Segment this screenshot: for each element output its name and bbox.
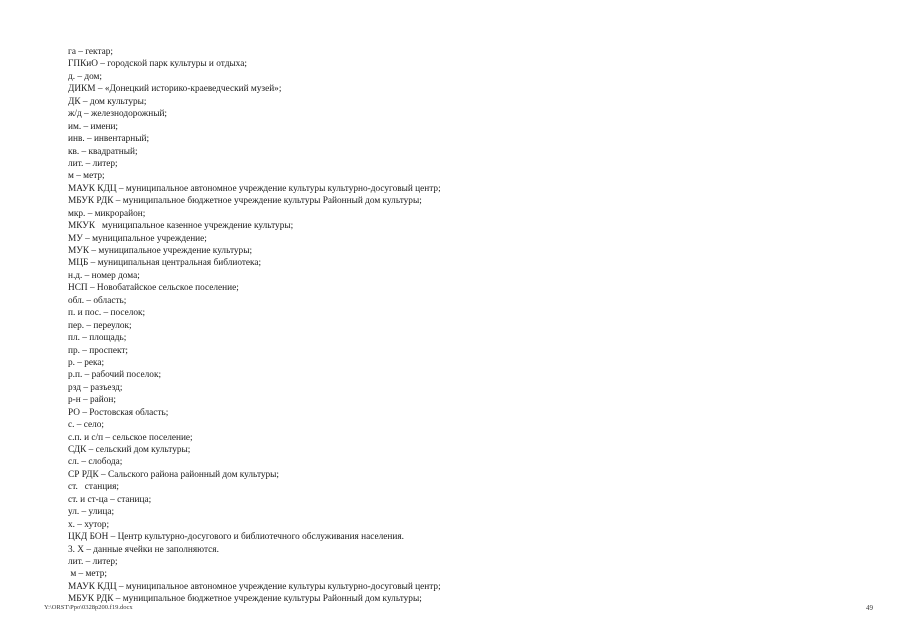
abbreviation-line: рзд – разъезд;: [68, 382, 123, 393]
abbreviation-line: га – гектар;: [68, 47, 113, 57]
abbreviation-line: пл. – площадь;: [68, 333, 127, 344]
page-number: 49: [866, 604, 873, 612]
abbreviation-line: р. – река;: [68, 357, 105, 368]
abbreviation-line: лит. – литер;: [68, 556, 118, 567]
abbreviation-line: ГПКиО – городской парк культуры и отдыха;: [68, 59, 247, 70]
abbreviation-line: с.п. и с/п – сельское поселение;: [68, 432, 193, 443]
abbreviation-line: ЦКД БОН – Центр культурно-досугового и библиотечного обслуживания населения.: [68, 532, 404, 543]
abbreviation-line: ст. станция;: [68, 482, 120, 493]
abbreviation-line: кв. – квадратный;: [68, 146, 138, 157]
abbreviation-line: ст. и ст-ца – станица;: [68, 494, 152, 505]
abbreviation-line: МАУК КДЦ – муниципальное автономное учреждение культуры культурно-досуговый центр;: [68, 183, 441, 194]
abbreviation-line: им. – имени;: [68, 121, 118, 132]
abbreviation-line: МБУК РДК – муниципальное бюджетное учреждение культуры Районный дом культуры;: [68, 196, 422, 207]
abbreviation-line: ДК – дом культуры;: [68, 96, 147, 107]
abbreviation-line: МУК – муниципальное учреждение культуры;: [68, 246, 253, 256]
abbreviation-line: МКУК муниципальное казенное учреждение культуры;: [68, 221, 294, 232]
abbreviation-line: лит. – литер;: [68, 158, 118, 169]
abbreviation-line: МУ – муниципальное учреждение;: [68, 233, 207, 244]
abbreviation-line: с. – село;: [68, 420, 104, 431]
abbreviation-line: пр. – проспект;: [68, 345, 129, 356]
abbreviation-line: р-н – район;: [68, 395, 116, 406]
abbreviation-line: МЦБ – муниципальная центральная библиотека;: [68, 258, 262, 269]
abbreviation-line: НСП – Новобатайское сельское поселение;: [68, 283, 239, 294]
abbreviation-list: [68, 46, 868, 606]
abbreviation-line: СДК – сельский дом культуры;: [68, 445, 191, 455]
abbreviation-line: м – метр;: [68, 569, 107, 580]
abbreviation-line: 3. Х – данные ячейки не заполняются.: [68, 544, 219, 555]
abbreviation-line: н.д. – номер дома;: [68, 270, 140, 281]
abbreviation-line: СР РДК – Сальского района районный дом культуры;: [68, 469, 280, 480]
abbreviation-line: МАУК КДЦ – муниципальное автономное учреждение культуры культурно-досуговый центр;: [68, 581, 441, 592]
abbreviation-line: МБУК РДК – муниципальное бюджетное учреждение культуры Районный дом культуры;: [68, 594, 422, 605]
abbreviation-line: д. – дом;: [68, 71, 103, 82]
abbreviation-line: м – метр;: [68, 171, 105, 182]
abbreviation-line: инв. – инвентарный;: [68, 134, 150, 145]
abbreviation-line: сл. – слобода;: [68, 457, 123, 468]
abbreviation-line: р.п. – рабочий поселок;: [68, 370, 162, 381]
abbreviation-line: х. – хутор;: [68, 519, 110, 530]
abbreviation-line: ж/д – железнодорожный;: [68, 109, 168, 120]
abbreviation-line: пер. – переулок;: [68, 320, 132, 331]
abbreviation-line: ул. – улица;: [68, 507, 115, 518]
abbreviation-line: обл. – область;: [68, 295, 127, 306]
abbreviation-line: ДИКМ – «Донецкий историко-краеведческий музей»;: [68, 84, 282, 95]
abbreviation-line: РО – Ростовская область;: [68, 407, 169, 418]
abbreviation-line: мкр. – микрорайон;: [68, 208, 146, 219]
footer-file-path: Y:\ORST\Ppo\0328p200.f19.docx: [44, 604, 133, 611]
abbreviation-line: п. и пос. – поселок;: [68, 308, 146, 319]
